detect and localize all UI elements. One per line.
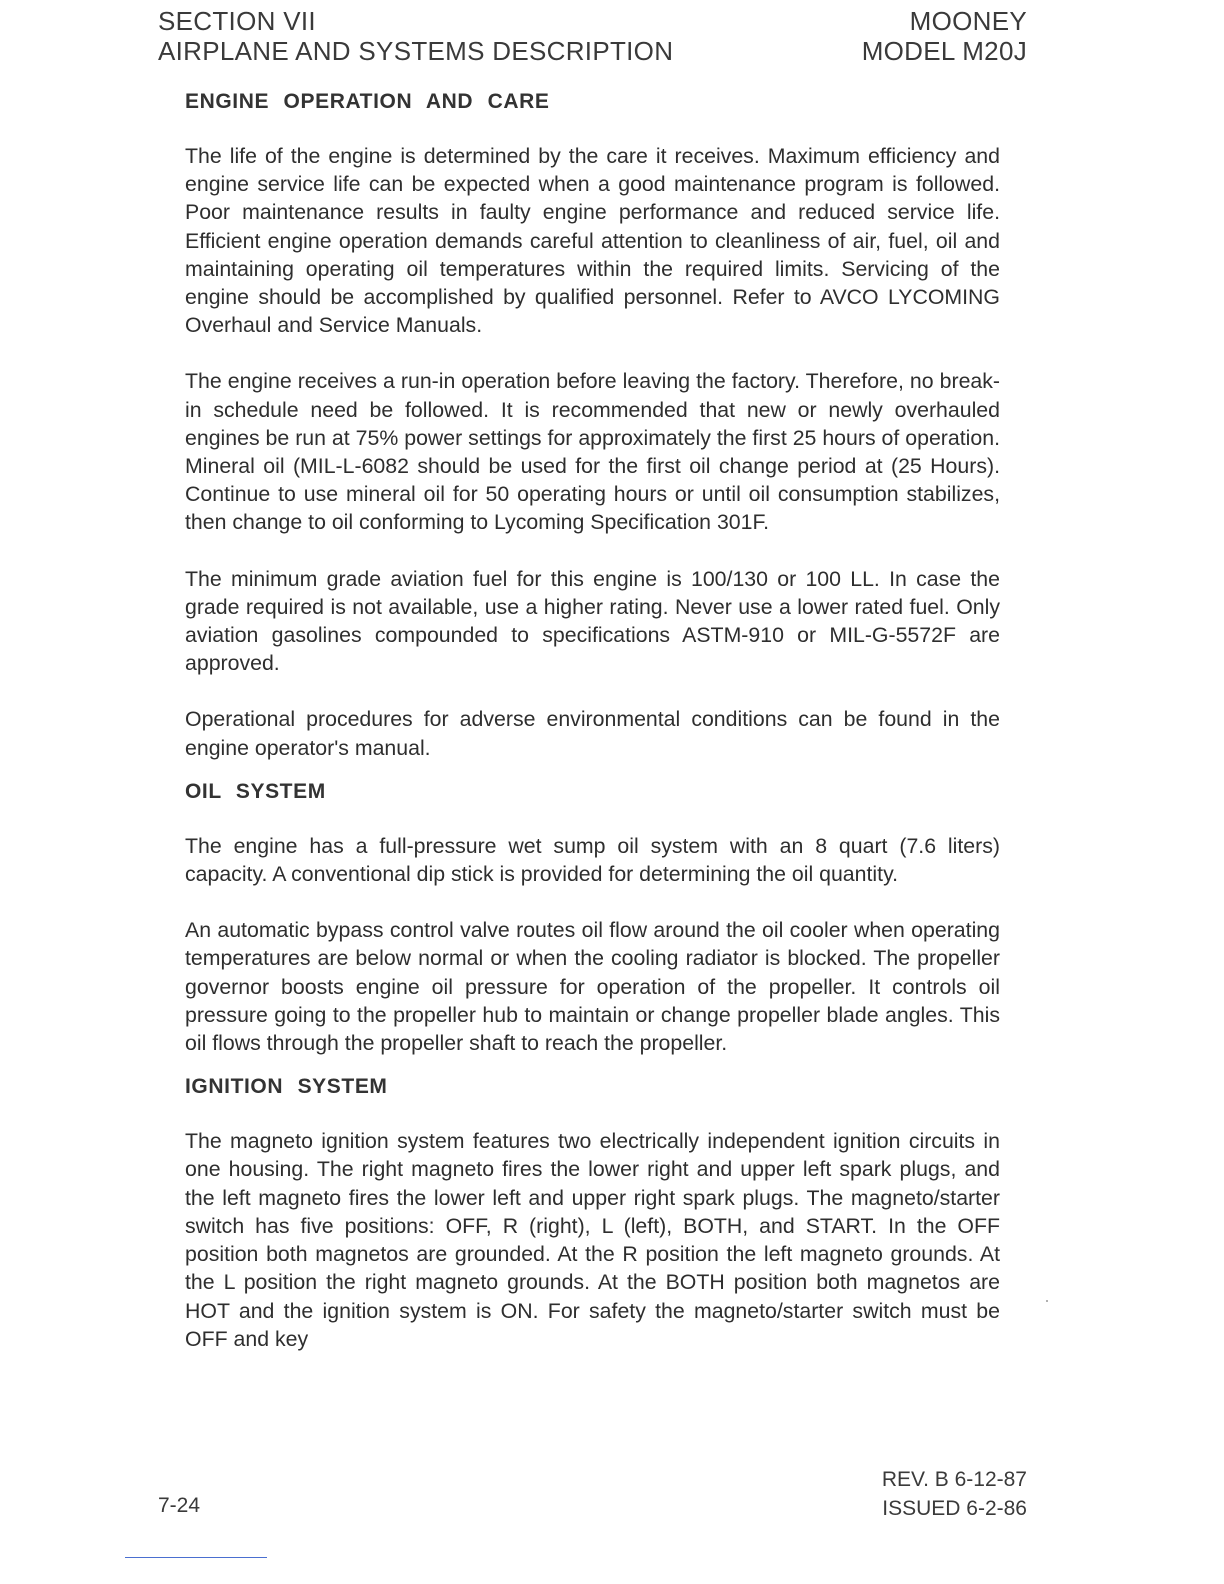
- model: MODEL M20J: [861, 36, 1027, 66]
- paragraph-bypass-valve: An automatic bypass control valve routes oil flow around the oil cooler when operating temperatures are below normal or when the cooling radiator is blocked. The propeller governor boosts engine oil pressure for operation of the propeller. It controls oil pressure going to the propeller hub to maintain or change propeller blade angles. This oil flows through the propeller shaft to reach the propeller.: [185, 918, 1000, 1056]
- header-left: [158, 6, 673, 66]
- scan-speck: [1046, 1300, 1048, 1302]
- paragraph-oil-capacity: The engine has a full-pressure wet sump oil system with an 8 quart (7.6 liters) capacity. A conventional dip stick is provided for determining the oil quantity.: [185, 833, 1000, 887]
- paragraph-magneto: The magneto ignition system features two electrically independent ignition circuits in one housing. The right magneto fires the lower right and upper left spark plugs, and the left magneto fires the lower left and upper right spark plugs. The magneto/starter switch has five positions: OFF, R (right), L (left), BOTH, and START. In the OFF position both magnetos are grounded. At the R position the left magneto grounds. At the L position the right magneto grounds. At the BOTH position both magnetos are HOT and the ignition system is ON. For safety the magneto/starter switch must be OFF and key: [185, 1129, 1000, 1351]
- page-number: 7-24: [158, 1494, 201, 1517]
- paragraph-run-in: The engine receives a run-in operation before leaving the factory. Therefore, no break-in schedule need be followed. It is recommended that new or newly overhauled engines be run at 75% power settings for approximately the first 25 hours of operation. Mineral oil (MIL-L-6082 should be used for the first oil change period at (25 Hours). Continue to use mineral oil for 50 operating hours or until oil consumption stabilizes, then change to oil conforming to Lycoming Specification 301F.: [185, 369, 1000, 535]
- header-right: [862, 6, 1027, 66]
- section-label: SECTION VII: [158, 6, 316, 36]
- heading-ignition-system: IGNITION SYSTEM: [185, 1075, 388, 1099]
- page-body: [185, 88, 1000, 1353]
- paragraph-engine-life: The life of the engine is determined by the care it receives. Maximum efficiency and engine service life can be expected when a good maintenance program is followed. Poor maintenance results in faulty engine performance and reduced service life. Efficient engine operation demands careful attention to cleanliness of air, fuel, oil and maintaining operating oil temperatures within the required limits. Servicing of the engine should be accomplished by qualified personnel. Refer to AVCO LYCOMING Overhaul and Service Manuals.: [185, 144, 1000, 338]
- revision-date: REV. B 6-12-87: [881, 1468, 1027, 1491]
- heading-engine-operation: ENGINE OPERATION AND CARE: [185, 90, 550, 113]
- section-title: AIRPLANE AND SYSTEMS DESCRIPTION: [158, 36, 674, 66]
- paragraph-fuel-grade: The minimum grade aviation fuel for this engine is 100/130 or 100 LL. In case the grade required is not available, use a higher rating. Never use a lower rated fuel. Only aviation gasolines compounded to specifications ASTM-910 or MIL-G-5572F are approved.: [185, 566, 1000, 676]
- heading-oil-system: OIL SYSTEM: [185, 779, 326, 803]
- paragraph-adverse-conditions: Operational procedures for adverse environmental conditions can be found in the engine operator's manual.: [185, 707, 1000, 760]
- footer-revision-block: [882, 1465, 1027, 1523]
- manufacturer: MOONEY: [909, 6, 1027, 36]
- issued-date: ISSUED 6-2-86: [882, 1497, 1027, 1520]
- scan-edge-line: [125, 1557, 267, 1558]
